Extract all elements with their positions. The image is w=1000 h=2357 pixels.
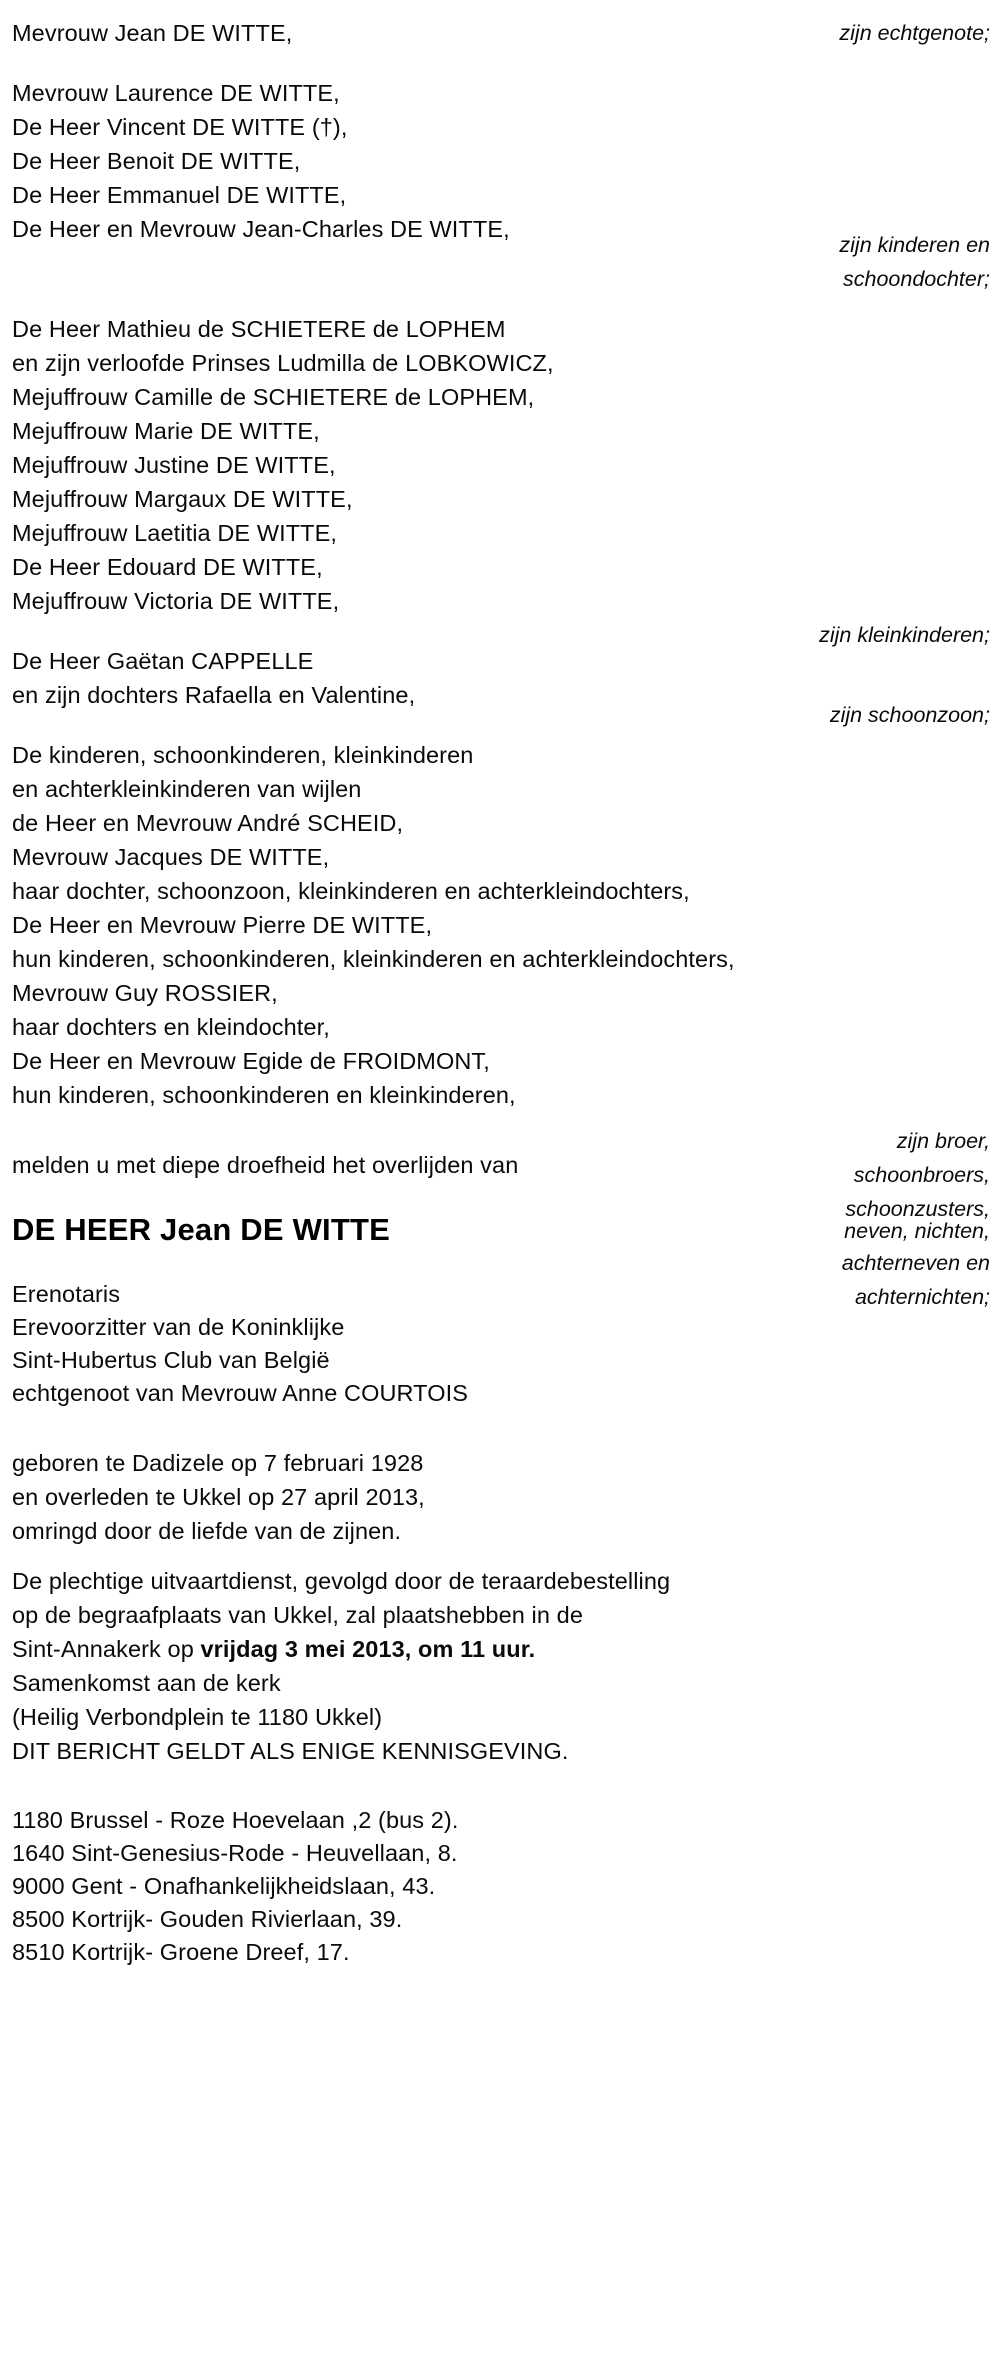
grandchild-line-3: Mejuffrouw Camille de SCHIETERE de LOPHEM, — [12, 384, 535, 410]
address-line-1: 1180 Brussel - Roze Hoevelaan ,2 (bus 2). — [12, 1807, 459, 1833]
title-line-3: Sint-Hubertus Club van België — [12, 1347, 330, 1373]
life-line-death: en overleden te Ukkel op 27 april 2013, — [12, 1484, 425, 1510]
service-church-prefix: Sint-Annakerk op — [12, 1636, 201, 1662]
relation-extended-5: achterneven en — [841, 1251, 990, 1275]
address-line-2: 1640 Sint-Genesius-Rode - Heuvellaan, 8. — [12, 1840, 458, 1866]
spouse-name-line: Mevrouw Jean DE WITTE, — [12, 20, 293, 46]
service-notice: DIT BERICHT GELDT ALS ENIGE KENNISGEVING. — [12, 1738, 569, 1764]
grandchildren-group — [0, 312, 1000, 647]
service-line-5: (Heilig Verbondplein te 1180 Ukkel) — [12, 1704, 383, 1730]
life-details-group — [0, 1446, 1000, 1548]
child-line-3: De Heer Benoit DE WITTE, — [12, 148, 301, 174]
relation-extended-3: schoonzusters, — [845, 1197, 990, 1221]
grandchild-line-4: Mejuffrouw Marie DE WITTE, — [12, 418, 320, 444]
extended-line-5: haar dochter, schoonzoon, kleinkinderen en achterkleindochters, — [12, 878, 690, 904]
son-in-law-group — [0, 644, 1000, 727]
title-line-4: echtgenoot van Mevrouw Anne COURTOIS — [12, 1380, 468, 1406]
extended-line-2: en achterkleinkinderen van wijlen — [12, 776, 362, 802]
title-line-1: Erenotaris — [12, 1281, 121, 1307]
titles-group — [0, 1278, 1000, 1410]
relation-extended-6: achternichten; — [854, 1285, 990, 1309]
son-in-law-line-2: en zijn dochters Rafaella en Valentine, — [12, 682, 416, 708]
extended-line-10: De Heer en Mevrouw Egide de FROIDMONT, — [12, 1048, 490, 1074]
relation-children-line2: schoondochter; — [842, 267, 990, 291]
grandchild-line-2: en zijn verloofde Prinses Ludmilla de LOBKOWICZ, — [12, 350, 554, 376]
service-group — [0, 1564, 1000, 1768]
service-line-2: op de begraafplaats van Ukkel, zal plaatshebben in de — [12, 1602, 583, 1628]
address-line-3: 9000 Gent - Onafhankelijkheidslaan, 43. — [12, 1873, 436, 1899]
service-datetime: vrijdag 3 mei 2013, om 11 uur. — [200, 1636, 536, 1662]
top-spacer — [0, 0, 1000, 16]
son-in-law-line-1: De Heer Gaëtan CAPPELLE — [12, 648, 314, 674]
relation-extended-1: zijn broer, — [896, 1129, 990, 1153]
spacer-before-addresses — [0, 1768, 1000, 1804]
relation-son-in-law: zijn schoonzoon; — [829, 703, 990, 727]
extended-line-8: Mevrouw Guy ROSSIER, — [12, 980, 278, 1006]
address-line-5: 8510 Kortrijk- Groene Dreef, 17. — [12, 1939, 350, 1965]
spacer-extra-1 — [0, 294, 1000, 312]
relation-extended-2: schoonbroers, — [853, 1163, 990, 1187]
grandchild-line-6: Mejuffrouw Margaux DE WITTE, — [12, 486, 353, 512]
service-line-4: Samenkomst aan de kerk — [12, 1670, 281, 1696]
deceased-name: DE HEER Jean DE WITTE — [12, 1212, 390, 1247]
addresses-group — [0, 1804, 1000, 1969]
relation-grandchildren: zijn kleinkinderen; — [819, 623, 990, 647]
life-line-birth: geboren te Dadizele op 7 februari 1928 — [12, 1450, 424, 1476]
grandchild-line-7: Mejuffrouw Laetitia DE WITTE, — [12, 520, 338, 546]
relation-spouse: zijn echtgenote; — [839, 21, 990, 45]
extended-line-6: De Heer en Mevrouw Pierre DE WITTE, — [12, 912, 433, 938]
spacer-before-lead — [0, 1112, 1000, 1148]
spacer-before-service — [0, 1548, 1000, 1564]
grandchild-line-5: Mejuffrouw Justine DE WITTE, — [12, 452, 336, 478]
extended-line-4: Mevrouw Jacques DE WITTE, — [12, 844, 330, 870]
announcement-lead: melden u met diepe droefheid het overlijden van — [12, 1152, 519, 1178]
children-group — [0, 76, 1000, 291]
extended-line-3: de Heer en Mevrouw André SCHEID, — [12, 810, 404, 836]
child-line-5: De Heer en Mevrouw Jean-Charles DE WITTE, — [12, 216, 510, 242]
title-line-2: Erevoorzitter van de Koninklijke — [12, 1314, 345, 1340]
spacer-after-spouse — [0, 50, 1000, 76]
extended-line-7: hun kinderen, schoonkinderen, kleinkinderen en achterkleindochters, — [12, 946, 735, 972]
spacer-before-life-details — [0, 1410, 1000, 1446]
child-line-1: Mevrouw Laurence DE WITTE, — [12, 80, 340, 106]
extended-line-1: De kinderen, schoonkinderen, kleinkinderen — [12, 742, 474, 768]
service-line-3 — [0, 1632, 1000, 1666]
child-line-4: De Heer Emmanuel DE WITTE, — [12, 182, 347, 208]
grandchild-line-8: De Heer Edouard DE WITTE, — [12, 554, 323, 580]
life-line-surrounded: omringd door de liefde van de zijnen. — [12, 1518, 402, 1544]
relation-children-line1: zijn kinderen en — [839, 233, 990, 257]
relation-extended-4: neven, nichten, — [844, 1219, 990, 1243]
child-line-2: De Heer Vincent DE WITTE (†), — [12, 114, 348, 140]
spouse-group — [0, 0, 1000, 50]
grandchild-line-9: Mejuffrouw Victoria DE WITTE, — [12, 588, 340, 614]
grandchild-line-1: De Heer Mathieu de SCHIETERE de LOPHEM — [12, 316, 506, 342]
service-line-1: De plechtige uitvaartdienst, gevolgd door de teraardebestelling — [12, 1568, 671, 1594]
extended-line-9: haar dochters en kleindochter, — [12, 1014, 330, 1040]
extended-line-11: hun kinderen, schoonkinderen en kleinkinderen, — [12, 1082, 516, 1108]
address-line-4: 8500 Kortrijk- Gouden Rivierlaan, 39. — [12, 1906, 403, 1932]
